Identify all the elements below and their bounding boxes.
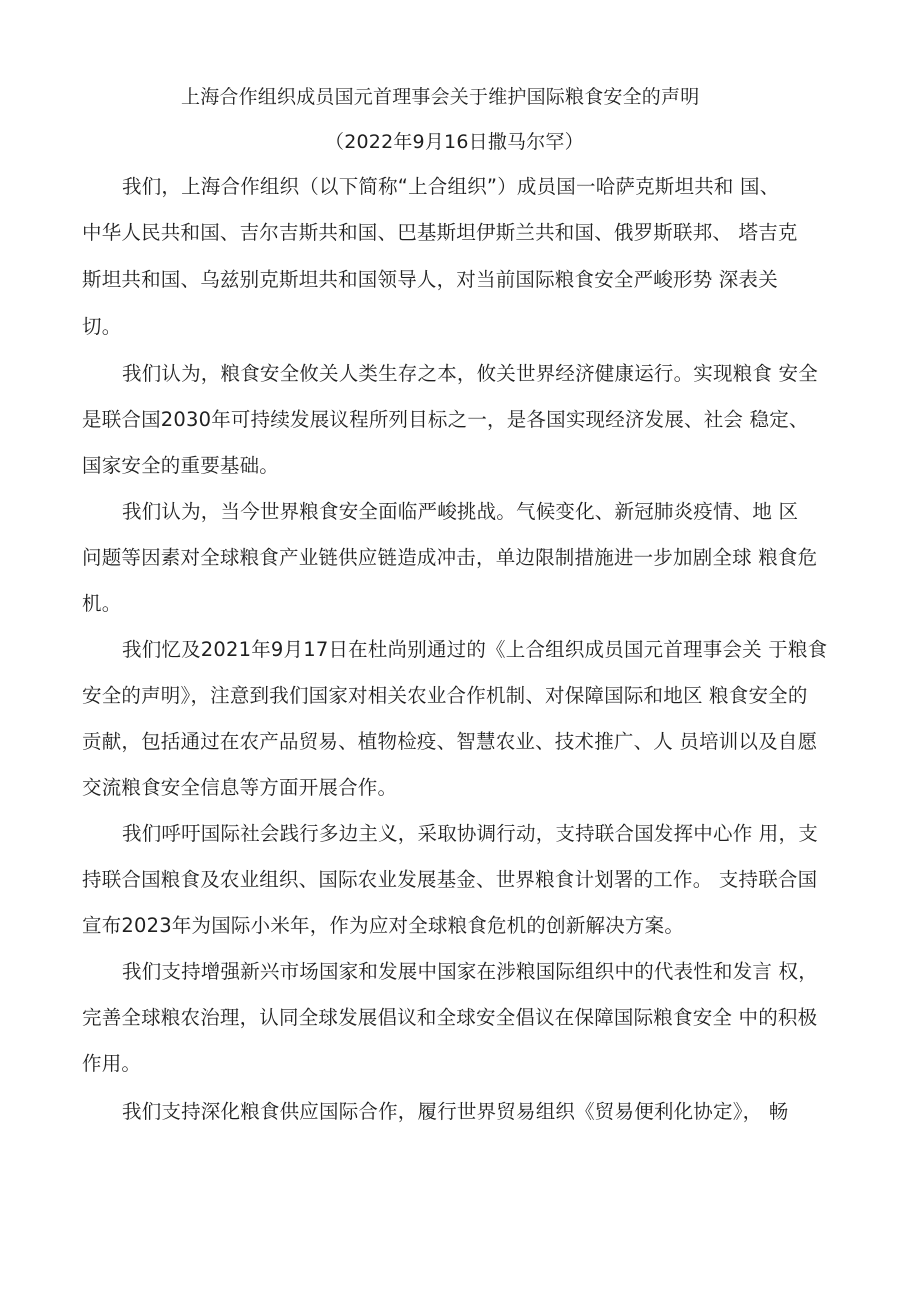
paragraph-line: 我们，上海合作组织（以下简称“上合组织”）成员国一哈萨克斯坦共和 国、 — [122, 175, 780, 198]
paragraph-line: 我们认为，当今世界粮食安全面临严峻挑战。气候变化、新冠肺炎疫情、地 区 — [122, 500, 799, 523]
paragraph-line: 贡献，包括通过在农产品贸易、植物检疫、智慧农业、技术推广、人 员培训以及自愿 — [82, 730, 818, 753]
paragraph-line: 切。 — [82, 315, 122, 338]
paragraph-line: 我们支持深化粮食供应国际合作，履行世界贸易组织《贸易便利化协定》， 畅 — [122, 1100, 789, 1123]
paragraph-line: 我们认为，粮食安全攸关人类生存之本，攸关世界经济健康运行。实现粮食 安全 — [122, 362, 818, 385]
paragraph-line: 宣布2023年为国际小米年，作为应对全球粮食危机的创新解决方案。 — [82, 914, 685, 937]
paragraph-line: 完善全球粮农治理，认同全球发展倡议和全球安全倡议在保障国际粮食安全 中的积极 — [82, 1006, 818, 1029]
paragraph-line: 国家安全的重要基础。 — [82, 454, 280, 477]
paragraph-line: 持联合国粮食及农业组织、国际农业发展基金、世界粮食计划署的工作。 支持联合国 — [82, 868, 818, 891]
paragraph-line: 作用。 — [82, 1052, 142, 1075]
paragraph-line: 我们忆及2021年9月17日在杜尚别通过的《上合组织成员国元首理事会关 于粮食 — [122, 638, 828, 661]
paragraph-line: 我们呼吁国际社会践行多边主义，采取协调行动，支持联合国发挥中心作 用，支 — [122, 822, 818, 845]
paragraph-line: 问题等因素对全球粮食产业链供应链造成冲击，单边限制措施进一步加剧全球 粮食危 — [82, 546, 818, 569]
paragraph-line: 中华人民共和国、吉尔吉斯共和国、巴基斯坦伊斯兰共和国、俄罗斯联邦、 塔吉克 — [82, 221, 798, 244]
paragraph-line: 交流粮食安全信息等方面开展合作。 — [82, 776, 398, 799]
document-subtitle: （2022年9月16日撒马尔罕） — [325, 131, 584, 153]
paragraph-line: 是联合国2030年可持续发展议程所列目标之一，是各国实现经济发展、社会 稳定、 — [82, 408, 809, 431]
paragraph-line: 机。 — [82, 592, 122, 615]
paragraph-line: 我们支持增强新兴市场国家和发展中国家在涉粮国际组织中的代表性和发言 权， — [122, 960, 818, 983]
document-title: 上海合作组织成员国元首理事会关于维护国际粮食安全的声明 — [181, 86, 700, 108]
paragraph-line: 斯坦共和国、乌兹别克斯坦共和国领导人，对当前国际粮食安全严峻形势 深表关 — [82, 268, 778, 291]
paragraph-line: 安全的声明》，注意到我们国家对相关农业合作机制、对保障国际和地区 粮食安全的 — [82, 684, 808, 707]
